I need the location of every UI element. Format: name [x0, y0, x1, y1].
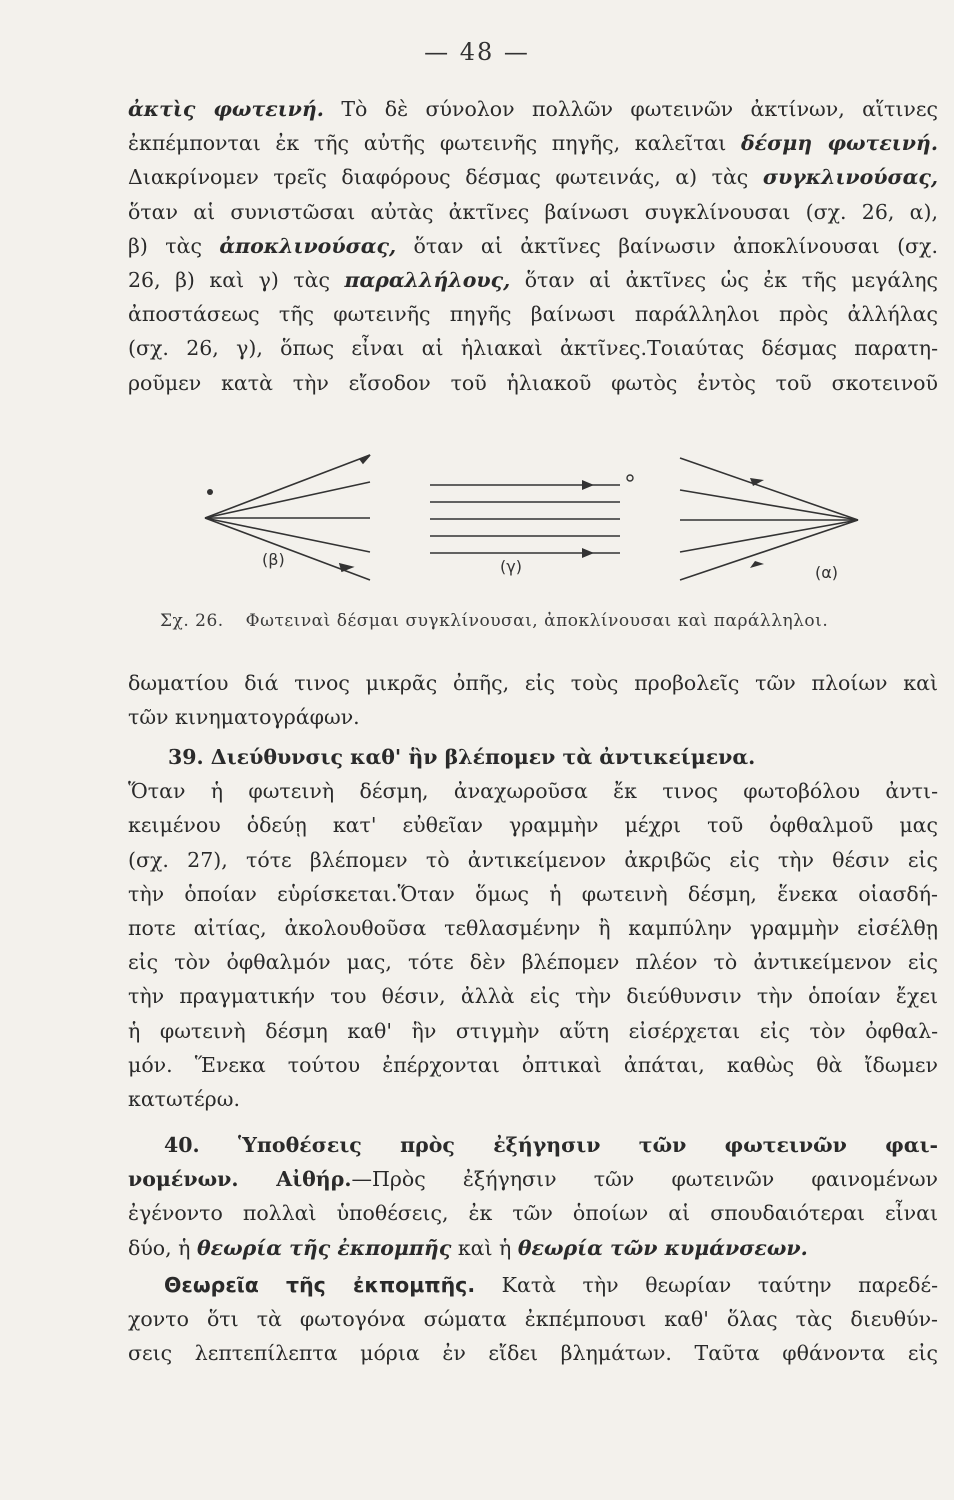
text-span: Διακρίνομεν τρεῖς διαφόρους δέσμας φωτεινάς, α) τὰς	[128, 165, 763, 190]
text-line: (σχ. 27), τότε βλέπομεν τὸ ἀντικείμενον ἀκριβῶς εἰς τὴν θέσιν εἰς	[128, 847, 938, 872]
caption-text: Φωτειναὶ δέσμαι συγκλίνουσαι, ἀποκλίνουσαι καὶ παράλληλοι.	[245, 611, 829, 631]
text-line: ποτε αἰτίας, ἀκολουθοῦσα τεθλασμένην ἢ καμπύλην γραμμὴν εἰσέλθῃ	[128, 916, 938, 941]
section-heading	[128, 740, 938, 774]
text-line: κατωτέρω.	[128, 1087, 240, 1112]
text-line: δωματίου διά τινος μικρᾶς ὀπῆς, εἰς τοὺς προβολεῖς τῶν πλοίων καὶ	[128, 671, 938, 695]
text-span: —Πρὸς ἐξήγησιν τῶν φωτεινῶν φαινομένων	[351, 1167, 938, 1192]
parallel-beam	[430, 485, 620, 553]
text-line: ὅταν αἱ συνιστῶσαι αὐτὰς ἀκτῖνες βαίνωσι συγκλίνουσαι (σχ. 26, α),	[128, 199, 938, 224]
text-line: τὴν ὁποίαν εὑρίσκεται.Ὅταν ὅμως ἡ φωτεινὴ δέσμη, ἕνεκα οἱασδή-	[128, 881, 938, 906]
text-line: εἰς τὸν ὀφθαλμόν μας, τότε δὲν βλέπομεν πλέον τὸ ἀντικείμενον εἰς	[128, 950, 938, 975]
text-line	[128, 1162, 938, 1196]
text-span: β) τὰς	[128, 233, 220, 258]
text-line: ἐγένοντο πολλαὶ ὑποθέσεις, ἐκ τῶν ὁποίων αἱ σπουδαιότεραι εἶναι	[128, 1201, 938, 1226]
term-wave-theory: θεωρία τῶν κυμάνσεων.	[517, 1235, 808, 1260]
label-b: (β)	[262, 550, 285, 569]
text-span: 26, β) καὶ γ) τὰς	[128, 268, 345, 293]
text-span: ἐκπέμπονται ἐκ τῆς αὐτῆς φωτεινῆς πηγῆς, καλεῖται	[128, 131, 741, 156]
section-number: 40.	[164, 1133, 200, 1157]
text-line: τῶν κινηματογράφων.	[128, 705, 360, 730]
theory-heading: Θεωρεῖα τῆς ἐκπομπῆς.	[164, 1273, 476, 1297]
text-line: ἀποστάσεως τῆς φωτεινῆς πηγῆς βαίνωσι παράλληλοι πρὸς ἀλλήλας	[128, 302, 938, 327]
section-title: Ὑποθέσεις πρὸς ἐξήγησιν τῶν φωτεινῶν φαι-	[199, 1133, 938, 1157]
paragraph-light-beams	[128, 92, 938, 400]
term-light-ray: ἀκτὶς φωτεινή.	[128, 97, 324, 121]
text-line	[128, 92, 938, 126]
section-title: Διεύθυνσις καθ' ἣν βλέπομεν τὰ ἀντικείμενα.	[203, 745, 756, 769]
caption-ref: Σχ. 26.	[160, 611, 224, 631]
text-line: ροῦμεν κατὰ τὴν εἴσοδον τοῦ ἡλιακοῦ φωτὸς ἐντὸς τοῦ σκοτεινοῦ	[128, 370, 938, 395]
text-span: καὶ ἡ	[451, 1235, 518, 1260]
label-g: (γ)	[500, 557, 522, 576]
small-circle-mark	[627, 475, 633, 481]
term-parallel: παραλλήλους,	[344, 268, 511, 293]
text-line	[128, 1231, 938, 1265]
text-line	[128, 160, 938, 194]
text-span: δύο, ἡ	[128, 1235, 197, 1260]
section-heading	[128, 1128, 938, 1162]
term-converging: συγκλινούσας,	[762, 165, 938, 190]
text-span: ὅταν αἱ ἀκτῖνες ὡς ἐκ τῆς μεγάλης	[510, 268, 938, 293]
source-point-b	[207, 489, 213, 495]
section-40	[128, 1128, 938, 1265]
text-line: κειμένου ὁδεύῃ κατ' εὐθεῖαν γραμμὴν μέχρι τοῦ ὀφθαλμοῦ μας	[128, 813, 938, 838]
section-title-cont: νομένων. Αἰθήρ.	[128, 1167, 352, 1192]
term-emission-theory: θεωρία τῆς ἐκπομπῆς	[196, 1235, 452, 1260]
diverging-arrows	[340, 455, 370, 571]
section-39	[128, 740, 938, 1116]
diverging-beam	[205, 455, 370, 580]
text-line: ἡ φωτεινὴ δέσμη καθ' ἣν στιγμὴν αὕτη εἰσέρχεται εἰς τὸν ὀφθαλ-	[128, 1018, 938, 1043]
text-line: μόν. Ἕνεκα τούτου ἐπέρχονται ὀπτικαὶ ἀπάται, καθὼς θὰ ἴδωμεν	[128, 1052, 938, 1077]
text-line: (σχ. 26, γ), ὅπως εἶναι αἱ ἡλιακαὶ ἀκτῖνες.Τοιαύτας δέσμας παρατη-	[128, 336, 938, 361]
term-light-beam: δέσμη φωτεινή.	[741, 131, 938, 156]
paragraph-continuation	[128, 666, 938, 734]
figure-caption	[160, 611, 900, 631]
text-span: Τὸ δὲ σύνολον πολλῶν φωτεινῶν ἀκτίνων, αἵτινες	[323, 97, 938, 121]
text-line	[128, 263, 938, 297]
text-line: χοντο ὅτι τὰ φωτογόνα σώματα ἐκπέμπουσι καθ' ὅλας τὰς διευθύν-	[128, 1307, 938, 1332]
text-line: τὴν πραγματικήν του θέσιν, ἀλλὰ εἰς τὴν διεύθυνσιν τὴν ὁποίαν ἔχει	[128, 984, 938, 1009]
converging-beam	[680, 458, 858, 580]
text-line	[128, 1268, 938, 1302]
text-line	[128, 126, 938, 160]
section-number: 39.	[168, 745, 204, 769]
text-line	[128, 229, 938, 263]
emission-theory-paragraph	[128, 1268, 938, 1371]
text-span: Κατὰ τὴν θεωρίαν ταύτην παρεδέ-	[475, 1273, 938, 1297]
term-diverging: ἀποκλινούσας,	[219, 233, 397, 258]
text-span: ὅταν αἱ ἀκτῖνες βαίνωσιν ἀποκλίνουσαι (σχ.	[396, 233, 938, 258]
label-a: (α)	[815, 563, 839, 582]
beam-diagram	[190, 440, 870, 590]
page-number: — 48 —	[424, 38, 530, 66]
figure-26-light-beams	[190, 440, 870, 590]
text-line: σεις λεπτεπίλεπτα μόρια ἐν εἴδει βλημάτων. Ταῦτα φθάνοντα εἰς	[128, 1341, 938, 1366]
text-line: Ὅταν ἡ φωτεινὴ δέσμη, ἀναχωροῦσα ἔκ τινος φωτοβόλου ἀντι-	[128, 779, 938, 804]
